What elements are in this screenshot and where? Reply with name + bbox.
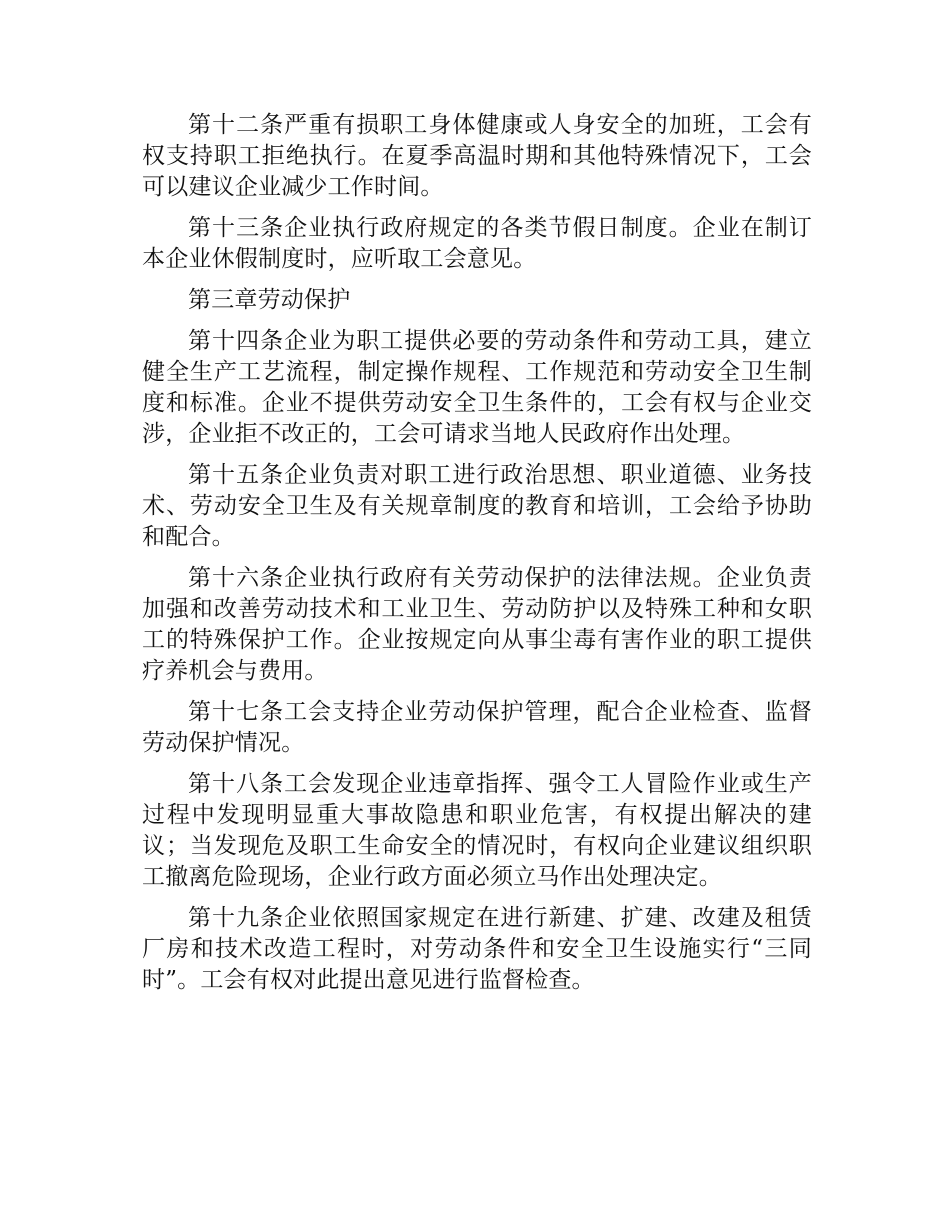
article-17-paragraph: 第十七条工会支持企业劳动保护管理，配合企业检查、监督劳动保护情况。 [142,699,812,756]
article-13-paragraph: 第十三条企业执行政府规定的各类节假日制度。企业在制订本企业休假制度时，应听取工会意见。 [142,215,812,272]
article-14-paragraph: 第十四条企业为职工提供必要的劳动条件和劳动工具，建立健全生产工艺流程，制定操作规程、工作规范和劳动安全卫生制度和标准。企业不提供劳动安全卫生条件的，工会有权与企业交涉，企业拒不改正的，工会可请求当地人民政府作出处理。 [142,328,812,447]
document-body [142,110,812,1006]
chapter-3-heading: 第三章劳动保护 [188,287,351,313]
article-19-paragraph: 第十九条企业依照国家规定在进行新建、扩建、改建及租赁厂房和技术改造工程时，对劳动条件和安全卫生设施实行“三同时”。工会有权对此提出意见进行监督检查。 [142,905,812,993]
article-18-paragraph: 第十八条工会发现企业违章指挥、强令工人冒险作业或生产过程中发现明显重大事故隐患和职业危害，有权提出解决的建议；当发现危及职工生命安全的情况时，有权向企业建议组织职工撤离危险现场，企业行政方面必须立马作出处理决定。 [142,771,812,890]
article-15-paragraph: 第十五条企业负责对职工进行政治思想、职业道德、业务技术、劳动安全卫生及有关规章制度的教育和培训，工会给予协助和配合。 [142,462,812,550]
article-12-paragraph: 第十二条严重有损职工身体健康或人身安全的加班，工会有权支持职工拒绝执行。在夏季高温时期和其他特殊情况下，工会可以建议企业减少工作时间。 [142,112,812,200]
article-16-paragraph: 第十六条企业执行政府有关劳动保护的法律法规。企业负责加强和改善劳动技术和工业卫生、劳动防护以及特殊工种和女职工的特殊保护工作。企业按规定向从事尘毒有害作业的职工提供疗养机会与费用。 [142,565,812,684]
